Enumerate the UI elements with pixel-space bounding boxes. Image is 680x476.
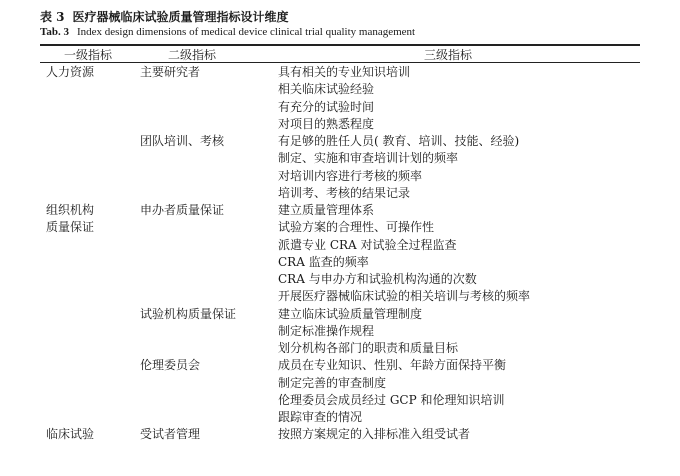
level1-cell: 组织机构 xyxy=(46,203,95,217)
level3-cell: CRA 与申办方和试验机构沟通的次数 xyxy=(278,272,477,286)
level3-cell: 制定完善的审查制度 xyxy=(278,375,387,390)
level3-cell: 对培训内容进行考核的频率 xyxy=(278,168,423,183)
level3-cell: 派遣专业 CRA 对试验全过程监查 xyxy=(278,237,457,252)
table-top-rule xyxy=(40,44,640,46)
table-caption-en xyxy=(40,26,415,38)
level3-cell: 制定标准操作规程 xyxy=(278,323,375,338)
level3-cell: 按照方案规定的入排标准入组受试者 xyxy=(278,427,471,442)
header-level3: 三级指标 xyxy=(424,48,473,62)
level3-cell: 有充分的试验时间 xyxy=(278,99,375,114)
table-label-cn: 表 3 xyxy=(40,10,65,24)
level3-cell: 开展医疗器械临床试验的相关培训与考核的频率 xyxy=(278,289,531,304)
level3-cell: 建立临床试验质量管理制度 xyxy=(278,306,423,321)
level3-cell: 试验方案的合理性、可操作性 xyxy=(278,220,435,235)
table-header-rule xyxy=(40,62,640,63)
level3-cell: 制定、实施和审查培训计划的频率 xyxy=(278,151,459,166)
header-level2: 二级指标 xyxy=(168,48,217,62)
level1-cell: 质量保证 xyxy=(46,220,95,235)
level3-cell: 成员在专业知识、性别、年龄方面保持平衡 xyxy=(278,358,507,373)
level2-cell: 伦理委员会 xyxy=(140,358,201,373)
level2-cell: 团队培训、考核 xyxy=(140,134,225,148)
level2-cell: 申办者质量保证 xyxy=(140,203,225,217)
level3-cell: 对项目的熟悉程度 xyxy=(278,116,375,131)
level2-cell: 受试者管理 xyxy=(140,427,201,442)
level2-cell: 试验机构质量保证 xyxy=(140,306,237,321)
table-label-en: Tab. 3 xyxy=(40,26,69,38)
table-title-cn: 医疗器械临床试验质量管理指标设计维度 xyxy=(72,10,289,24)
level3-cell: 伦理委员会成员经过 GCP 和伦理知识培训 xyxy=(278,392,505,407)
level3-cell: 培训考、考核的结果记录 xyxy=(278,185,411,200)
level2-cell: 主要研究者 xyxy=(140,65,201,79)
level3-cell: 相关临床试验经验 xyxy=(278,82,375,97)
level3-cell: CRA 监查的频率 xyxy=(278,254,369,269)
level3-cell: 有足够的胜任人员( 教育、培训、技能、经验) xyxy=(278,134,520,148)
level3-cell: 建立质量管理体系 xyxy=(278,203,375,217)
header-level1: 一级指标 xyxy=(64,48,113,62)
level1-cell: 临床试验 xyxy=(46,427,95,442)
level3-cell: 划分机构各部门的职责和质量目标 xyxy=(278,341,459,355)
level3-cell: 跟踪审查的情况 xyxy=(278,410,363,424)
level1-cell: 人力资源 xyxy=(46,65,95,79)
level3-cell: 具有相关的专业知识培训 xyxy=(278,65,411,79)
table-title-en: Index design dimensions of medical device clinical trial quality management xyxy=(76,26,416,38)
table-caption-cn xyxy=(40,8,289,25)
